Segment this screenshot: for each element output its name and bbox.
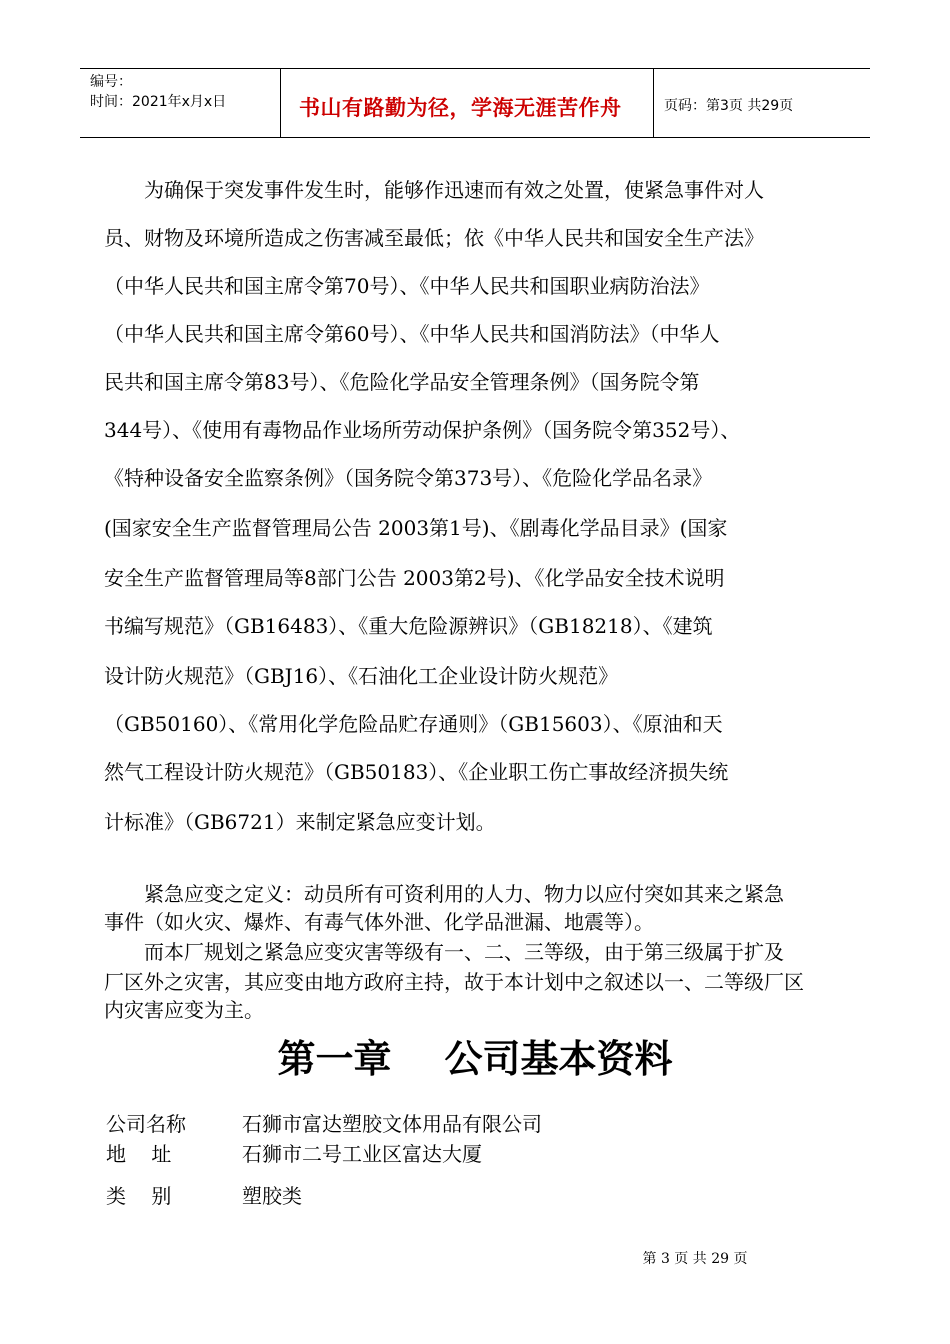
levels-line: 内灾害应变为主。 bbox=[104, 998, 264, 1022]
body-line: 书编写规范》（GB16483）、《重大危险源辨识》（GB18218）、《建筑 bbox=[104, 614, 713, 638]
page-number-info: 页码：第3页 共29页 bbox=[664, 98, 794, 114]
header-motto-cell bbox=[281, 69, 654, 137]
body-line: 344号）、《使用有毒物品作业场所劳动保护条例》（国务院令第352号）、 bbox=[104, 418, 741, 442]
body-line: 为确保于突发事件发生时，能够作迅速而有效之处置，使紧急事件对人 bbox=[144, 178, 764, 202]
body-line: （中华人民共和国主席令第70号）、《中华人民共和国职业病防治法》 bbox=[104, 274, 710, 298]
footer-page-number: 第 3 页 共 29 页 bbox=[642, 1251, 748, 1267]
body-line: （中华人民共和国主席令第60号）、《中华人民共和国消防法》（中华人 bbox=[104, 322, 720, 346]
info-label: 类 别 bbox=[106, 1184, 172, 1208]
chapter-title: 第一章 公司基本资料 bbox=[277, 1036, 673, 1081]
header-motto: 书山有路勤为径，学海无涯苦作舟 bbox=[299, 96, 622, 120]
body-line: （GB50160）、《常用化学危险品贮存通则》（GB15603）、《原油和天 bbox=[104, 712, 723, 736]
time-label: 时间：2021年x月x日 bbox=[90, 94, 227, 110]
info-value: 塑胶类 bbox=[242, 1184, 302, 1208]
levels-line: 厂区外之灾害，其应变由地方政府主持，故于本计划中之叙述以一、二等级厂区 bbox=[104, 970, 804, 994]
page-header-table bbox=[80, 68, 870, 138]
body-line: 计标准》（GB6721）来制定紧急应变计划。 bbox=[104, 810, 496, 834]
header-page-cell bbox=[654, 69, 870, 137]
info-label: 公司名称 bbox=[106, 1112, 186, 1136]
body-line: 《特种设备安全监察条例》（国务院令第373号）、《危险化学品名录》 bbox=[104, 466, 713, 490]
body-line: 设计防火规范》（GBJ16）、《石油化工企业设计防火规范》 bbox=[104, 664, 619, 688]
body-line: (国家安全生产监督管理局公告 2003第1号)、《剧毒化学品目录》(国家 bbox=[104, 516, 728, 540]
body-line: 民共和国主席令第83号）、《危险化学品安全管理条例》（国务院令第 bbox=[104, 370, 700, 394]
body-line: 然气工程设计防火规范》（GB50183）、《企业职工伤亡事故经济损失统 bbox=[104, 760, 729, 784]
header-meta-cell bbox=[80, 69, 281, 137]
code-label: 编号： bbox=[90, 74, 132, 90]
page-footer bbox=[0, 1248, 950, 1268]
definition-line: 事件（如火灾、爆炸、有毒气体外泄、化学品泄漏、地震等）。 bbox=[104, 910, 654, 934]
info-value: 石狮市富达塑胶文体用品有限公司 bbox=[242, 1112, 542, 1136]
levels-line: 而本厂规划之紧急应变灾害等级有一、二、三等级，由于第三级属于扩及 bbox=[144, 940, 784, 964]
body-line: 员、财物及环境所造成之伤害减至最低；依《中华人民共和国安全生产法》 bbox=[104, 226, 764, 250]
info-label: 地 址 bbox=[106, 1142, 172, 1166]
definition-line: 紧急应变之定义：动员所有可资利用的人力、物力以应付突如其来之紧急 bbox=[144, 882, 784, 906]
info-value: 石狮市二号工业区富达大厦 bbox=[242, 1142, 482, 1166]
body-line: 安全生产监督管理局等8部门公告 2003第2号)、《化学品安全技术说明 bbox=[104, 566, 725, 590]
